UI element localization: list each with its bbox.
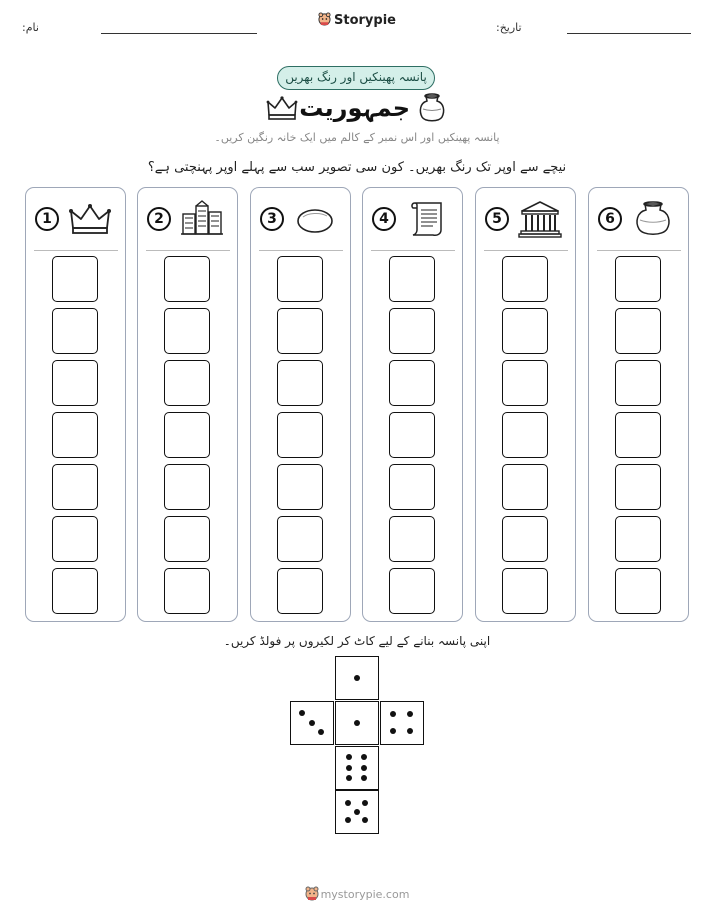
die-pip [361,765,367,771]
die-face-lower [335,746,379,790]
color-cell[interactable] [389,464,435,510]
die-pip [354,720,360,726]
date-line[interactable] [567,33,691,34]
die-pip [362,817,368,823]
color-cell[interactable] [277,360,323,406]
worksheet-title: جمہوریت [299,94,410,122]
color-cell[interactable] [615,568,661,614]
color-cell[interactable] [615,308,661,354]
die-face-right [380,701,424,745]
die-pip [309,720,315,726]
die-pip [354,809,360,815]
column-divider [597,250,681,251]
color-cell[interactable] [389,568,435,614]
brand-name: Storypie [334,13,396,28]
die-face-bottom [335,790,379,834]
color-cell[interactable] [277,412,323,458]
greek-temple-icon [518,200,562,238]
column-6 [588,187,689,622]
clay-pot-icon [417,92,447,124]
column-2 [137,187,238,622]
storypie-mascot-icon [318,12,331,26]
color-cell[interactable] [615,412,661,458]
column-1 [25,187,126,622]
die-pip [407,728,413,734]
die-pip [346,754,352,760]
color-cell[interactable] [164,464,210,510]
color-cell[interactable] [277,568,323,614]
column-number: 1 [35,207,59,231]
column-5 [475,187,576,622]
die-pip [361,775,367,781]
color-cell[interactable] [615,360,661,406]
color-cell[interactable] [502,516,548,562]
color-cell[interactable] [164,412,210,458]
footer [0,886,714,901]
color-cell[interactable] [164,516,210,562]
color-cell[interactable] [615,256,661,302]
color-cell[interactable] [52,464,98,510]
die-pip [354,675,360,681]
column-number: 2 [147,207,171,231]
scroll-icon [405,200,449,238]
die-face-center [335,701,379,745]
stone-icon [293,200,337,238]
color-cell[interactable] [389,412,435,458]
die-pip [345,817,351,823]
color-cell[interactable] [502,464,548,510]
column-4 [362,187,463,622]
color-cell[interactable] [52,568,98,614]
column-number: 4 [372,207,396,231]
color-cell[interactable] [389,256,435,302]
column-divider [259,250,343,251]
color-cell[interactable] [502,568,548,614]
color-cell[interactable] [389,516,435,562]
color-cell[interactable] [52,308,98,354]
color-cell[interactable] [52,412,98,458]
footer-url: mystorypie.com [320,888,410,901]
die-pip [345,800,351,806]
color-cell[interactable] [277,516,323,562]
die-face-top [335,656,379,700]
color-cell[interactable] [615,464,661,510]
color-cell[interactable] [164,308,210,354]
color-cell[interactable] [502,360,548,406]
column-3 [250,187,351,622]
worksheet-subtitle: پانسہ پھینکیں اور اس نمبر کے کالم میں ایک خانہ رنگین کریں۔ [214,131,500,144]
color-cell[interactable] [389,308,435,354]
color-cell[interactable] [52,256,98,302]
activity-tag: پانسہ پھینکیں اور رنگ بھریں [277,66,435,90]
color-cell[interactable] [164,256,210,302]
die-face-left [290,701,334,745]
die-pip [299,710,305,716]
worksheet-question: نیچے سے اوپر تک رنگ بھریں۔ کون سی تصویر سب سے پہلے اوپر پہنچتی ہے؟ [147,160,567,175]
die-pip [346,775,352,781]
color-cell[interactable] [502,256,548,302]
color-cell[interactable] [52,516,98,562]
column-divider [371,250,455,251]
column-divider [484,250,568,251]
color-cell[interactable] [502,308,548,354]
die-pip [390,711,396,717]
column-divider [146,250,230,251]
storypie-mascot-icon [305,886,319,901]
column-number: 5 [485,207,509,231]
die-pip [407,711,413,717]
color-cell[interactable] [615,516,661,562]
dice-net[interactable] [290,656,424,834]
clay-pot-icon [631,200,675,238]
color-cell[interactable] [277,256,323,302]
column-number: 3 [260,207,284,231]
color-cell[interactable] [389,360,435,406]
color-cell[interactable] [277,308,323,354]
die-pip [362,800,368,806]
color-cell[interactable] [164,568,210,614]
die-pip [361,754,367,760]
die-pip [390,728,396,734]
brand-logo [0,12,714,28]
name-line[interactable] [101,33,257,34]
date-label: تاریخ: [496,21,522,34]
color-cell[interactable] [164,360,210,406]
crown-icon [68,200,112,238]
crown-icon [266,95,298,121]
column-number: 6 [598,207,622,231]
dice-instruction: اپنی پانسہ بنانے کے لیے کاٹ کر لکیروں پر فولڈ کریں۔ [223,634,491,648]
color-cell[interactable] [277,464,323,510]
color-cell[interactable] [502,412,548,458]
town-buildings-icon [180,200,224,238]
die-pip [318,729,324,735]
name-label: نام: [22,21,39,34]
color-cell[interactable] [52,360,98,406]
column-divider [34,250,118,251]
die-pip [346,765,352,771]
